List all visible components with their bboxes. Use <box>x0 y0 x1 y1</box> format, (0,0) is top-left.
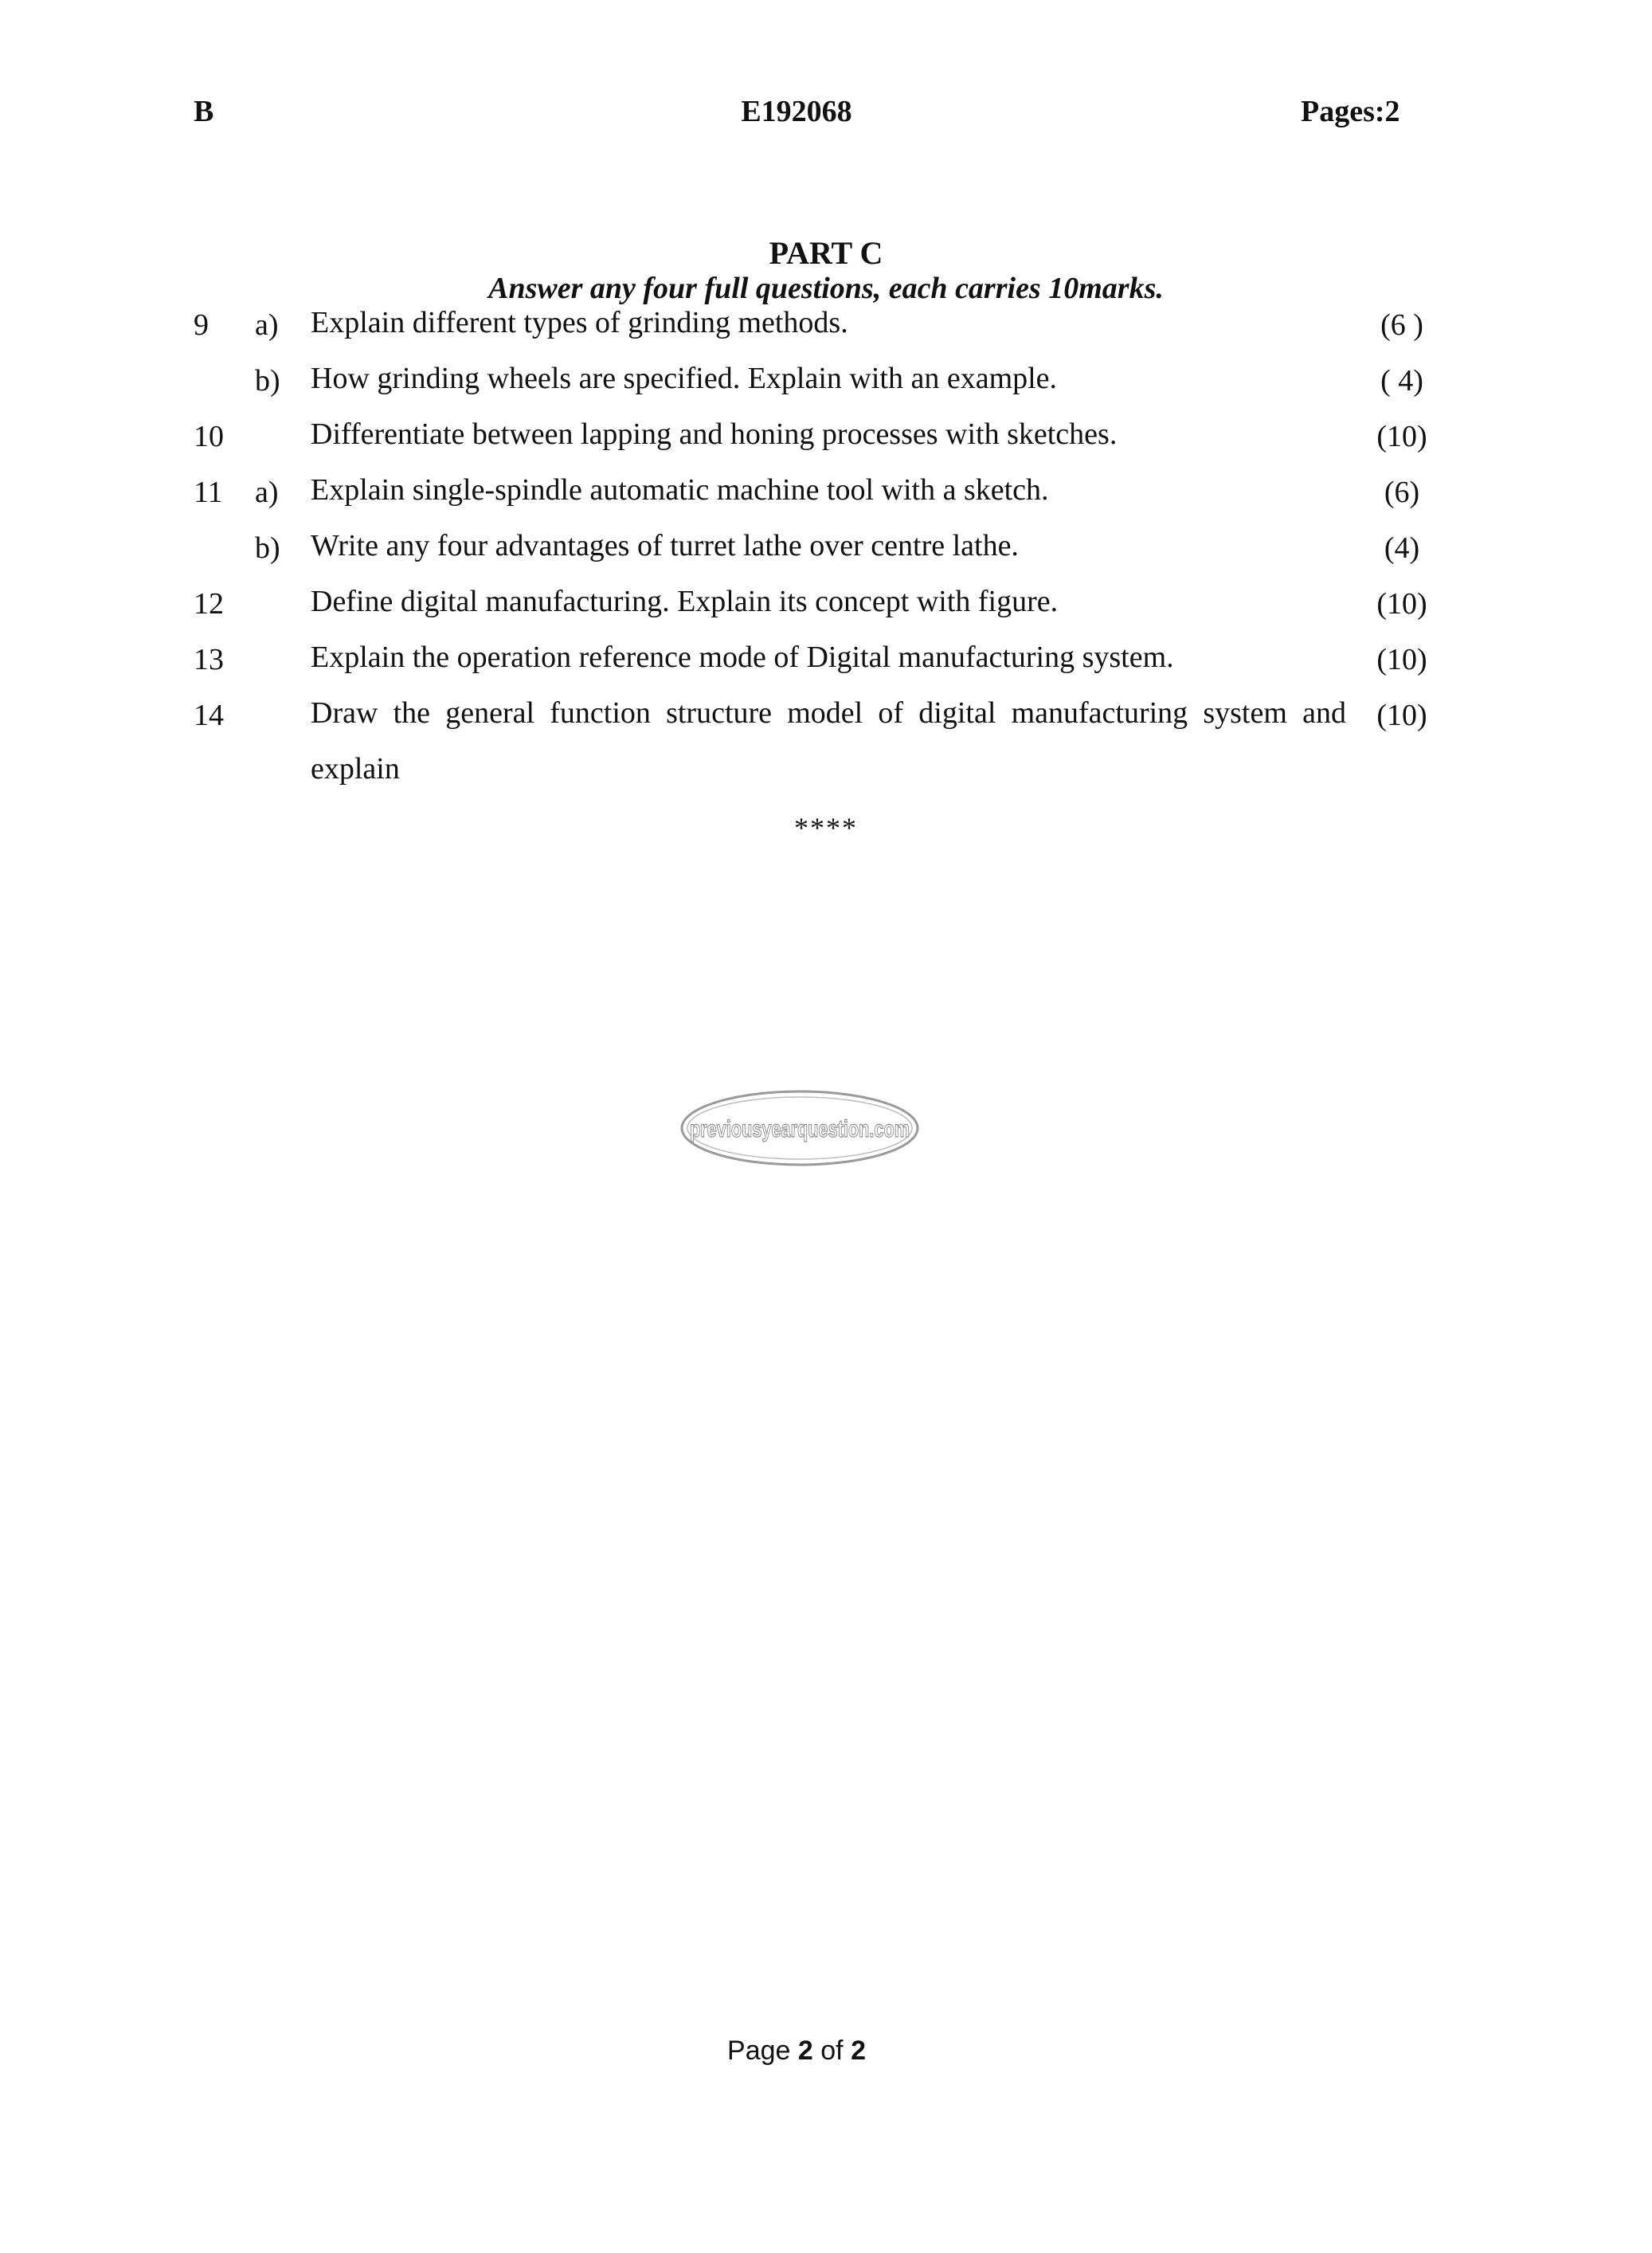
question-text: Explain different types of grinding methods. <box>311 306 848 339</box>
part-title: PART C <box>769 235 883 271</box>
question-text: Define digital manufacturing. Explain its concept with figure. <box>311 585 1059 618</box>
question-list <box>0 308 1593 809</box>
page-count: Pages:2 <box>1301 95 1400 128</box>
question-marks: (6) <box>1384 476 1420 509</box>
footer-total-pages: 2 <box>851 2036 866 2066</box>
footer-page-word: Page <box>727 2036 791 2066</box>
part-instruction: Answer any four full questions, each carries 10marks. <box>488 272 1164 305</box>
end-of-paper-mark: **** <box>794 812 858 844</box>
question-number: 13 <box>194 643 224 676</box>
question-marks: (10) <box>1376 587 1427 621</box>
question-text: How grinding wheels are specified. Explain with an example. <box>311 362 1058 395</box>
question-subpart: b) <box>255 531 280 565</box>
question-number: 11 <box>194 476 223 509</box>
exam-code: E192068 <box>741 95 852 128</box>
question-subpart: a) <box>255 308 279 342</box>
question-text: Draw the general function structure model of digital manufacturing system and explain <box>311 696 1346 786</box>
page-footer <box>0 2036 1593 2067</box>
page-header <box>0 94 1593 134</box>
question-number: 12 <box>194 587 224 621</box>
question-text: Explain the operation reference mode of Digital manufacturing system. <box>311 641 1174 674</box>
question-subpart: b) <box>255 364 280 398</box>
footer-of-word: of <box>820 2036 844 2066</box>
footer-current-page: 2 <box>797 2036 813 2066</box>
question-subpart: a) <box>255 476 279 509</box>
question-marks: (10) <box>1376 699 1427 732</box>
question-text: Differentiate between lapping and honing processes with sketches. <box>311 417 1118 451</box>
question-number: 9 <box>194 308 209 342</box>
set-label: B <box>194 95 214 128</box>
question-text: Write any four advantages of turret lathe over centre lathe. <box>311 529 1019 562</box>
question-row <box>0 698 1593 809</box>
question-marks: ( 4) <box>1380 364 1423 398</box>
question-text: Explain single-spindle automatic machine tool with a sketch. <box>311 473 1049 507</box>
question-marks: (10) <box>1376 420 1427 453</box>
watermark-logo <box>679 1088 921 1168</box>
question-marks: (6 ) <box>1380 308 1423 342</box>
question-marks: (4) <box>1384 531 1420 565</box>
question-number: 10 <box>194 420 224 453</box>
watermark-text: previousyearquestion.com <box>690 1116 910 1142</box>
question-marks: (10) <box>1376 643 1427 676</box>
question-number: 14 <box>194 699 224 732</box>
